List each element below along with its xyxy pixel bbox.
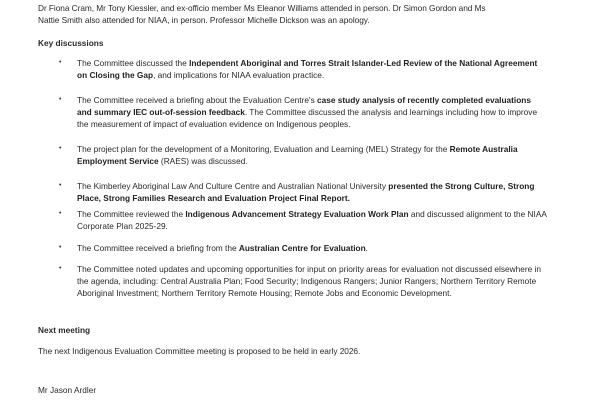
bold-segment: Independent Aboriginal and Torres Strait Islander-Led Review of the National Agreement on Closing the Gap <box>77 58 538 81</box>
text-segment: The Kimberley Aboriginal Law And Culture Centre and Australian National University <box>77 181 389 191</box>
attendance-line-2: Nattie Smith also attended for NIAA, in person. Professor Michelle Dickson was an apology. <box>38 15 370 26</box>
key-discussions-heading: Key discussions <box>38 38 104 48</box>
bold-segment: Australian Centre for Evaluation <box>238 243 366 253</box>
bullet-icon: • <box>59 59 62 66</box>
bold-segment: Indigenous Advancement Strategy Evaluation Work Plan <box>185 209 409 219</box>
bullet-icon: • <box>59 210 62 217</box>
bold-segment: case study analysis of recently completed evaluations and summary IEC out-of-session feedback <box>77 95 531 118</box>
text-segment: (RAES) was discussed. <box>158 156 248 167</box>
text-segment: The Committee reviewed the <box>77 209 186 219</box>
signature-name: Mr Jason Ardler <box>38 385 97 395</box>
bullet-icon: • <box>59 182 62 189</box>
text-segment: The Committee noted updates and upcoming opportunities for input on priority areas for evaluation not discussed elsewhere in the agenda, including: Central Australia Plan; Food Security; Indigenous Rangers; Junior Rangers; Northern Territory Remote Aboriginal Investment; Northern Territory Remote Housing; Remote Jobs and Economic Development. <box>77 264 541 299</box>
discussion-text <box>77 143 539 167</box>
bullet-icon: • <box>59 265 62 272</box>
bullet-icon: • <box>59 145 62 152</box>
text-segment: . The Committee discussed the analysis and learnings including how to improve the measurement of impact of evaluation evidence on Indigenous peoples. <box>77 107 538 130</box>
discussion-text <box>77 180 547 204</box>
attendance-line-1: Dr Fiona Cram, Mr Tony Kiessler, and ex-officio member Ms Eleanor Williams attended in person. Dr Simon Gordon and Ms <box>38 3 486 13</box>
discussion-text <box>77 263 547 300</box>
text-segment: The Committee discussed the <box>77 58 190 68</box>
attendance-paragraph <box>38 2 578 26</box>
discussion-text <box>77 208 547 232</box>
discussion-text <box>77 94 539 131</box>
text-segment: The Committee received a briefing about the Evaluation Centre's <box>77 95 318 105</box>
bold-segment: presented the Strong Culture, Strong Place, Strong Families Research and Evaluation Project Final Report. <box>77 181 535 204</box>
text-segment: The Committee received a briefing from the <box>77 243 239 253</box>
bullet-icon: • <box>59 244 62 251</box>
bullet-icon: • <box>59 96 62 103</box>
next-meeting-heading: Next meeting <box>38 325 91 335</box>
text-segment: . <box>365 243 368 253</box>
text-segment: and discussed alignment to the NIAA Corporate Plan 2025-29. <box>77 209 547 232</box>
text-segment: , and implications for NIAA evaluation practice. <box>153 70 325 81</box>
next-meeting-text: The next Indigenous Evaluation Committee meeting is proposed to be held in early 2026. <box>38 346 361 356</box>
bold-segment: Remote Australia Employment Service <box>77 144 518 167</box>
text-segment: The project plan for the development of a Monitoring, Evaluation and Learning (MEL) Strategy for the <box>77 144 450 154</box>
discussion-text <box>77 57 539 81</box>
discussion-text <box>77 242 547 254</box>
